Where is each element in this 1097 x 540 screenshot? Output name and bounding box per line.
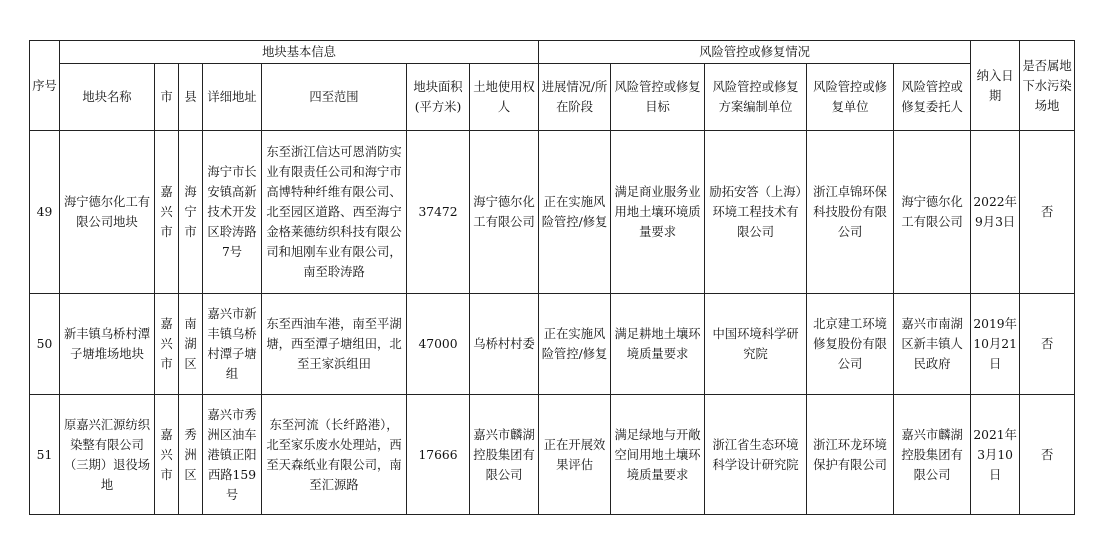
cell-groundwater: 否: [1020, 294, 1075, 395]
cell-plan-unit: 励拓安答（上海）环境工程技术有限公司: [705, 131, 807, 294]
cell-area: 17666: [407, 395, 470, 515]
cell-target: 满足绿地与开敞空间用地土壤环境质量要求: [611, 395, 705, 515]
cell-city: 嘉兴市: [155, 395, 179, 515]
site-table: [29, 40, 1075, 515]
cell-area: 47000: [407, 294, 470, 395]
header-column-row: [30, 64, 1075, 131]
header-name: 地块名称: [60, 64, 155, 131]
header-boundary: 四至范围: [262, 64, 407, 131]
cell-groundwater: 否: [1020, 395, 1075, 515]
cell-target: 满足耕地土壤环境质量要求: [611, 294, 705, 395]
cell-seq: 49: [30, 131, 60, 294]
cell-client: 嘉兴市麟湖控股集团有限公司: [894, 395, 971, 515]
cell-area: 37472: [407, 131, 470, 294]
cell-stage: 正在开展效果评估: [539, 395, 611, 515]
header-county: 县: [179, 64, 203, 131]
cell-exec-unit: 浙江环龙环境保护有限公司: [807, 395, 894, 515]
header-group-row: [30, 41, 1075, 64]
table-row: [30, 395, 1075, 515]
table-row: [30, 131, 1075, 294]
header-owner: 土地使用权人: [470, 64, 539, 131]
cell-date: 2022年9月3日: [971, 131, 1020, 294]
cell-boundary: 东至浙江信达可恩消防实业有限责任公司和海宁市高博特种纤维有限公司、北至园区道路、西至海宁金格莱德纺织科技有限公司和旭刚车业有限公司，南至聆涛路: [262, 131, 407, 294]
cell-client: 嘉兴市南湖区新丰镇人民政府: [894, 294, 971, 395]
cell-name: 原嘉兴汇源纺织染整有限公司（三期）退役场地: [60, 395, 155, 515]
header-address: 详细地址: [203, 64, 262, 131]
cell-county: 南湖区: [179, 294, 203, 395]
cell-county: 秀洲区: [179, 395, 203, 515]
header-target: 风险管控或修复目标: [611, 64, 705, 131]
header-stage: 进展情况/所在阶段: [539, 64, 611, 131]
header-date: 纳入日期: [971, 41, 1020, 131]
cell-date: 2021年3月10日: [971, 395, 1020, 515]
cell-county: 海宁市: [179, 131, 203, 294]
header-exec-unit: 风险管控或修复单位: [807, 64, 894, 131]
cell-groundwater: 否: [1020, 131, 1075, 294]
cell-plan-unit: 中国环境科学研究院: [705, 294, 807, 395]
header-group-basic: 地块基本信息: [60, 41, 539, 64]
cell-exec-unit: 浙江卓锦环保科技股份有限公司: [807, 131, 894, 294]
cell-target: 满足商业服务业用地土壤环境质量要求: [611, 131, 705, 294]
header-groundwater: 是否属地下水污染场地: [1020, 41, 1075, 131]
cell-stage: 正在实施风险管控/修复: [539, 131, 611, 294]
cell-city: 嘉兴市: [155, 294, 179, 395]
cell-boundary: 东至西油车港，南至平湖塘，西至潭子塘组田，北至王家浜组田: [262, 294, 407, 395]
cell-exec-unit: 北京建工环境修复股份有限公司: [807, 294, 894, 395]
header-seq: 序号: [30, 41, 60, 131]
cell-plan-unit: 浙江省生态环境科学设计研究院: [705, 395, 807, 515]
header-city: 市: [155, 64, 179, 131]
table-row: [30, 294, 1075, 395]
cell-owner: 海宁德尔化工有限公司: [470, 131, 539, 294]
header-group-risk: 风险管控或修复情况: [539, 41, 971, 64]
cell-date: 2019年10月21日: [971, 294, 1020, 395]
cell-seq: 50: [30, 294, 60, 395]
cell-owner: 乌桥村村委: [470, 294, 539, 395]
header-area: 地块面积(平方米): [407, 64, 470, 131]
cell-address: 嘉兴市新丰镇乌桥村潭子塘组: [203, 294, 262, 395]
cell-name: 海宁德尔化工有限公司地块: [60, 131, 155, 294]
cell-name: 新丰镇乌桥村潭子塘堆场地块: [60, 294, 155, 395]
cell-client: 海宁德尔化工有限公司: [894, 131, 971, 294]
cell-seq: 51: [30, 395, 60, 515]
cell-owner: 嘉兴市麟湖控股集团有限公司: [470, 395, 539, 515]
cell-stage: 正在实施风险管控/修复: [539, 294, 611, 395]
header-plan-unit: 风险管控或修复方案编制单位: [705, 64, 807, 131]
header-client: 风险管控或修复委托人: [894, 64, 971, 131]
cell-address: 海宁市长安镇高新技术开发区聆涛路7号: [203, 131, 262, 294]
cell-address: 嘉兴市秀洲区油车港镇正阳西路159号: [203, 395, 262, 515]
cell-boundary: 东至河流（长纤路港），北至家乐废水处理站，西至天森纸业有限公司，南至汇源路: [262, 395, 407, 515]
cell-city: 嘉兴市: [155, 131, 179, 294]
